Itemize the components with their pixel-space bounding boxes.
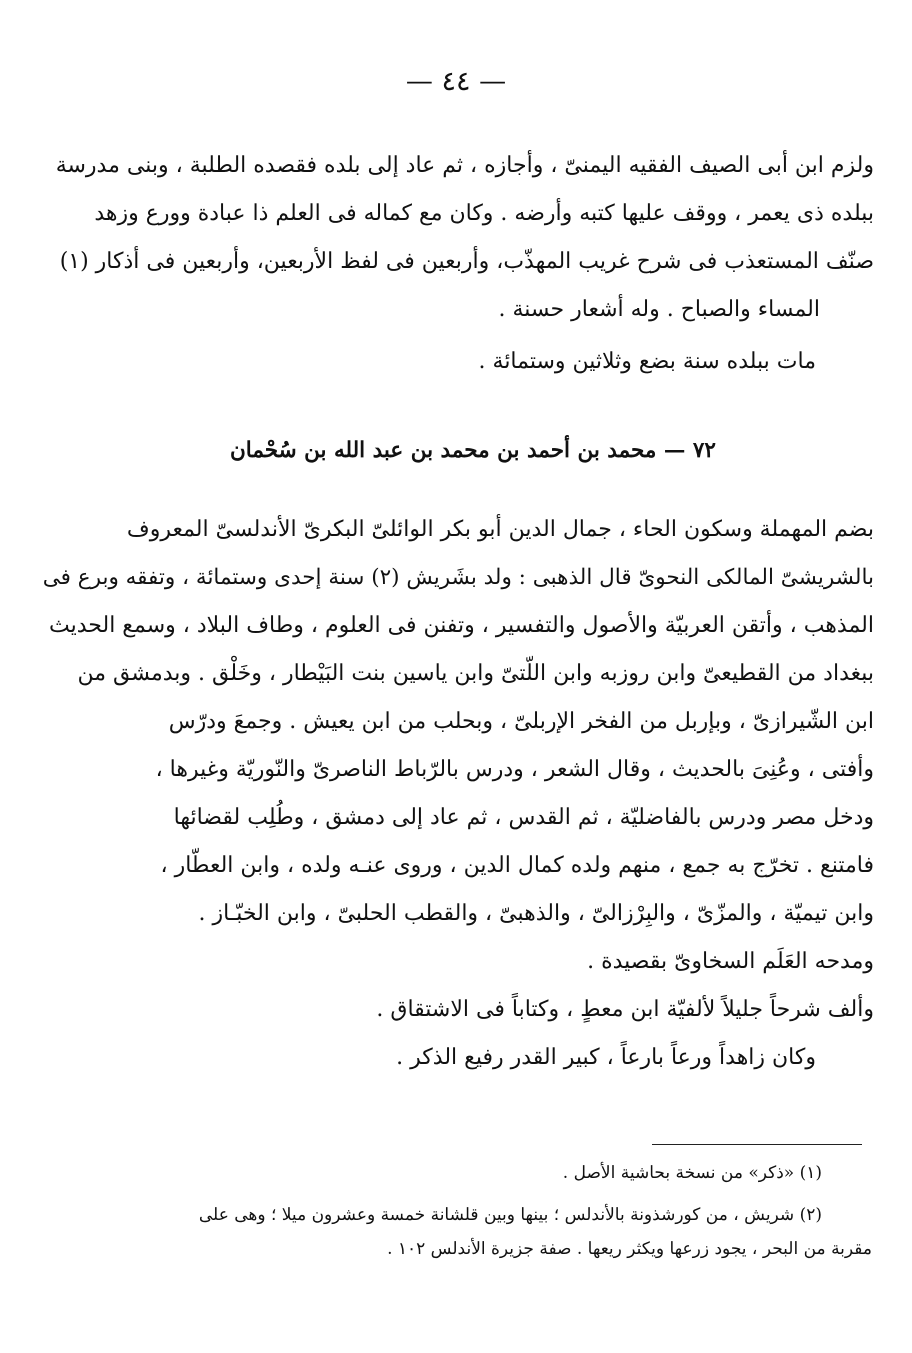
text-line: وكان زاهداً ورعاً بارعاً ، كبير القدر رفيع الذكر . [396, 1045, 816, 1070]
text-line: مات ببلده سنة بضع وثلاثين وستمائة . [478, 349, 816, 374]
text-line: ومدحه العَلَم السخاوىّ بقصيدة . [587, 949, 874, 974]
text-line: بضم المهملة وسكون الحاء ، جمال الدين أبو بكر الوائلىّ البكرىّ الأندلسىّ المعروف [126, 517, 874, 542]
text-line: ابن الشّيرازىّ ، وبإربل من الفخر الإربلىّ ، وبحلب من ابن يعيش . وجمعَ ودرّس [168, 709, 874, 734]
text-line: فامتنع . تخرّج به جمع ، منهم ولده كمال الدين ، وروى عنـه ولده ، وابن العطّار ، [160, 853, 874, 878]
entry-heading: ٧٢ — محمد بن أحمد بن محمد بن عبد الله بن سُحْمان [230, 438, 716, 463]
text-line: وأفتى ، وعُنِىَ بالحديث ، وقال الشعر ، ودرس بالرّباط الناصرىّ والنّوريّة وغيرها ، [155, 757, 874, 782]
text-line: ولزم ابن أبى الصيف الفقيه اليمنىّ ، وأجازه ، ثم عاد إلى بلده فقصده الطلبة ، وبنى مدرسة [55, 153, 874, 178]
text-line: المساء والصباح . وله أشعار حسنة . [498, 297, 820, 322]
footnote-separator [652, 1144, 862, 1145]
text-line: ببغداد من القطيعىّ وابن روزبه وابن اللّتىّ وابن ياسين بنت البَيْطار ، وخَلْق . وبدمشق من [77, 661, 874, 686]
text-line: ودخل مصر ودرس بالفاضليّة ، ثم القدس ، ثم عاد إلى دمشق ، وطُلِب لقضائها [173, 805, 874, 830]
text-line: المذهب ، وأتقن العربيّة والأصول والتفسير ، وتفنن فى العلوم ، وطاف البلاد ، وسمع الحديث [49, 613, 874, 638]
page-number: — ٤٤ — [405, 66, 507, 97]
footnote: (١) «ذكر» من نسخة بحاشية الأصل . [562, 1163, 822, 1183]
text-line: وابن تيميّة ، والمزّىّ ، والبِرْزالىّ ، والذهبىّ ، والقطب الحلبىّ ، وابن الخبّـاز . [198, 901, 874, 926]
text-line: وألف شرحاً جليلاً لألفيّة ابن معطٍ ، وكتاباً فى الاشتقاق . [376, 997, 874, 1022]
footnote: (٢) شريش ، من كورشذونة بالأندلس ؛ بينها وبين قلشانة خمسة وعشرون ميلا ؛ وهى على [198, 1205, 822, 1225]
text-line: بالشريشىّ المالكى النحوىّ قال الذهبى : ولد بشَريش (٢) سنة إحدى وستمائة ، وتفقه وبرع فى [42, 565, 874, 590]
footnote: مقربة من البحر ، يجود زرعها ويكثر ريعها . صفة جزيرة الأندلس ١٠٢ . [387, 1239, 872, 1259]
text-line: ببلده ذى يعمر ، ووقف عليها كتبه وأرضه . وكان مع كماله فى العلم ذا عبادة وورع وزهد [94, 201, 874, 226]
text-line: صنّف المستعذب فى شرح غريب المهذّب، وأربعين فى لفظ الأربعين، وأربعين فى أذكار (١) [59, 249, 874, 274]
